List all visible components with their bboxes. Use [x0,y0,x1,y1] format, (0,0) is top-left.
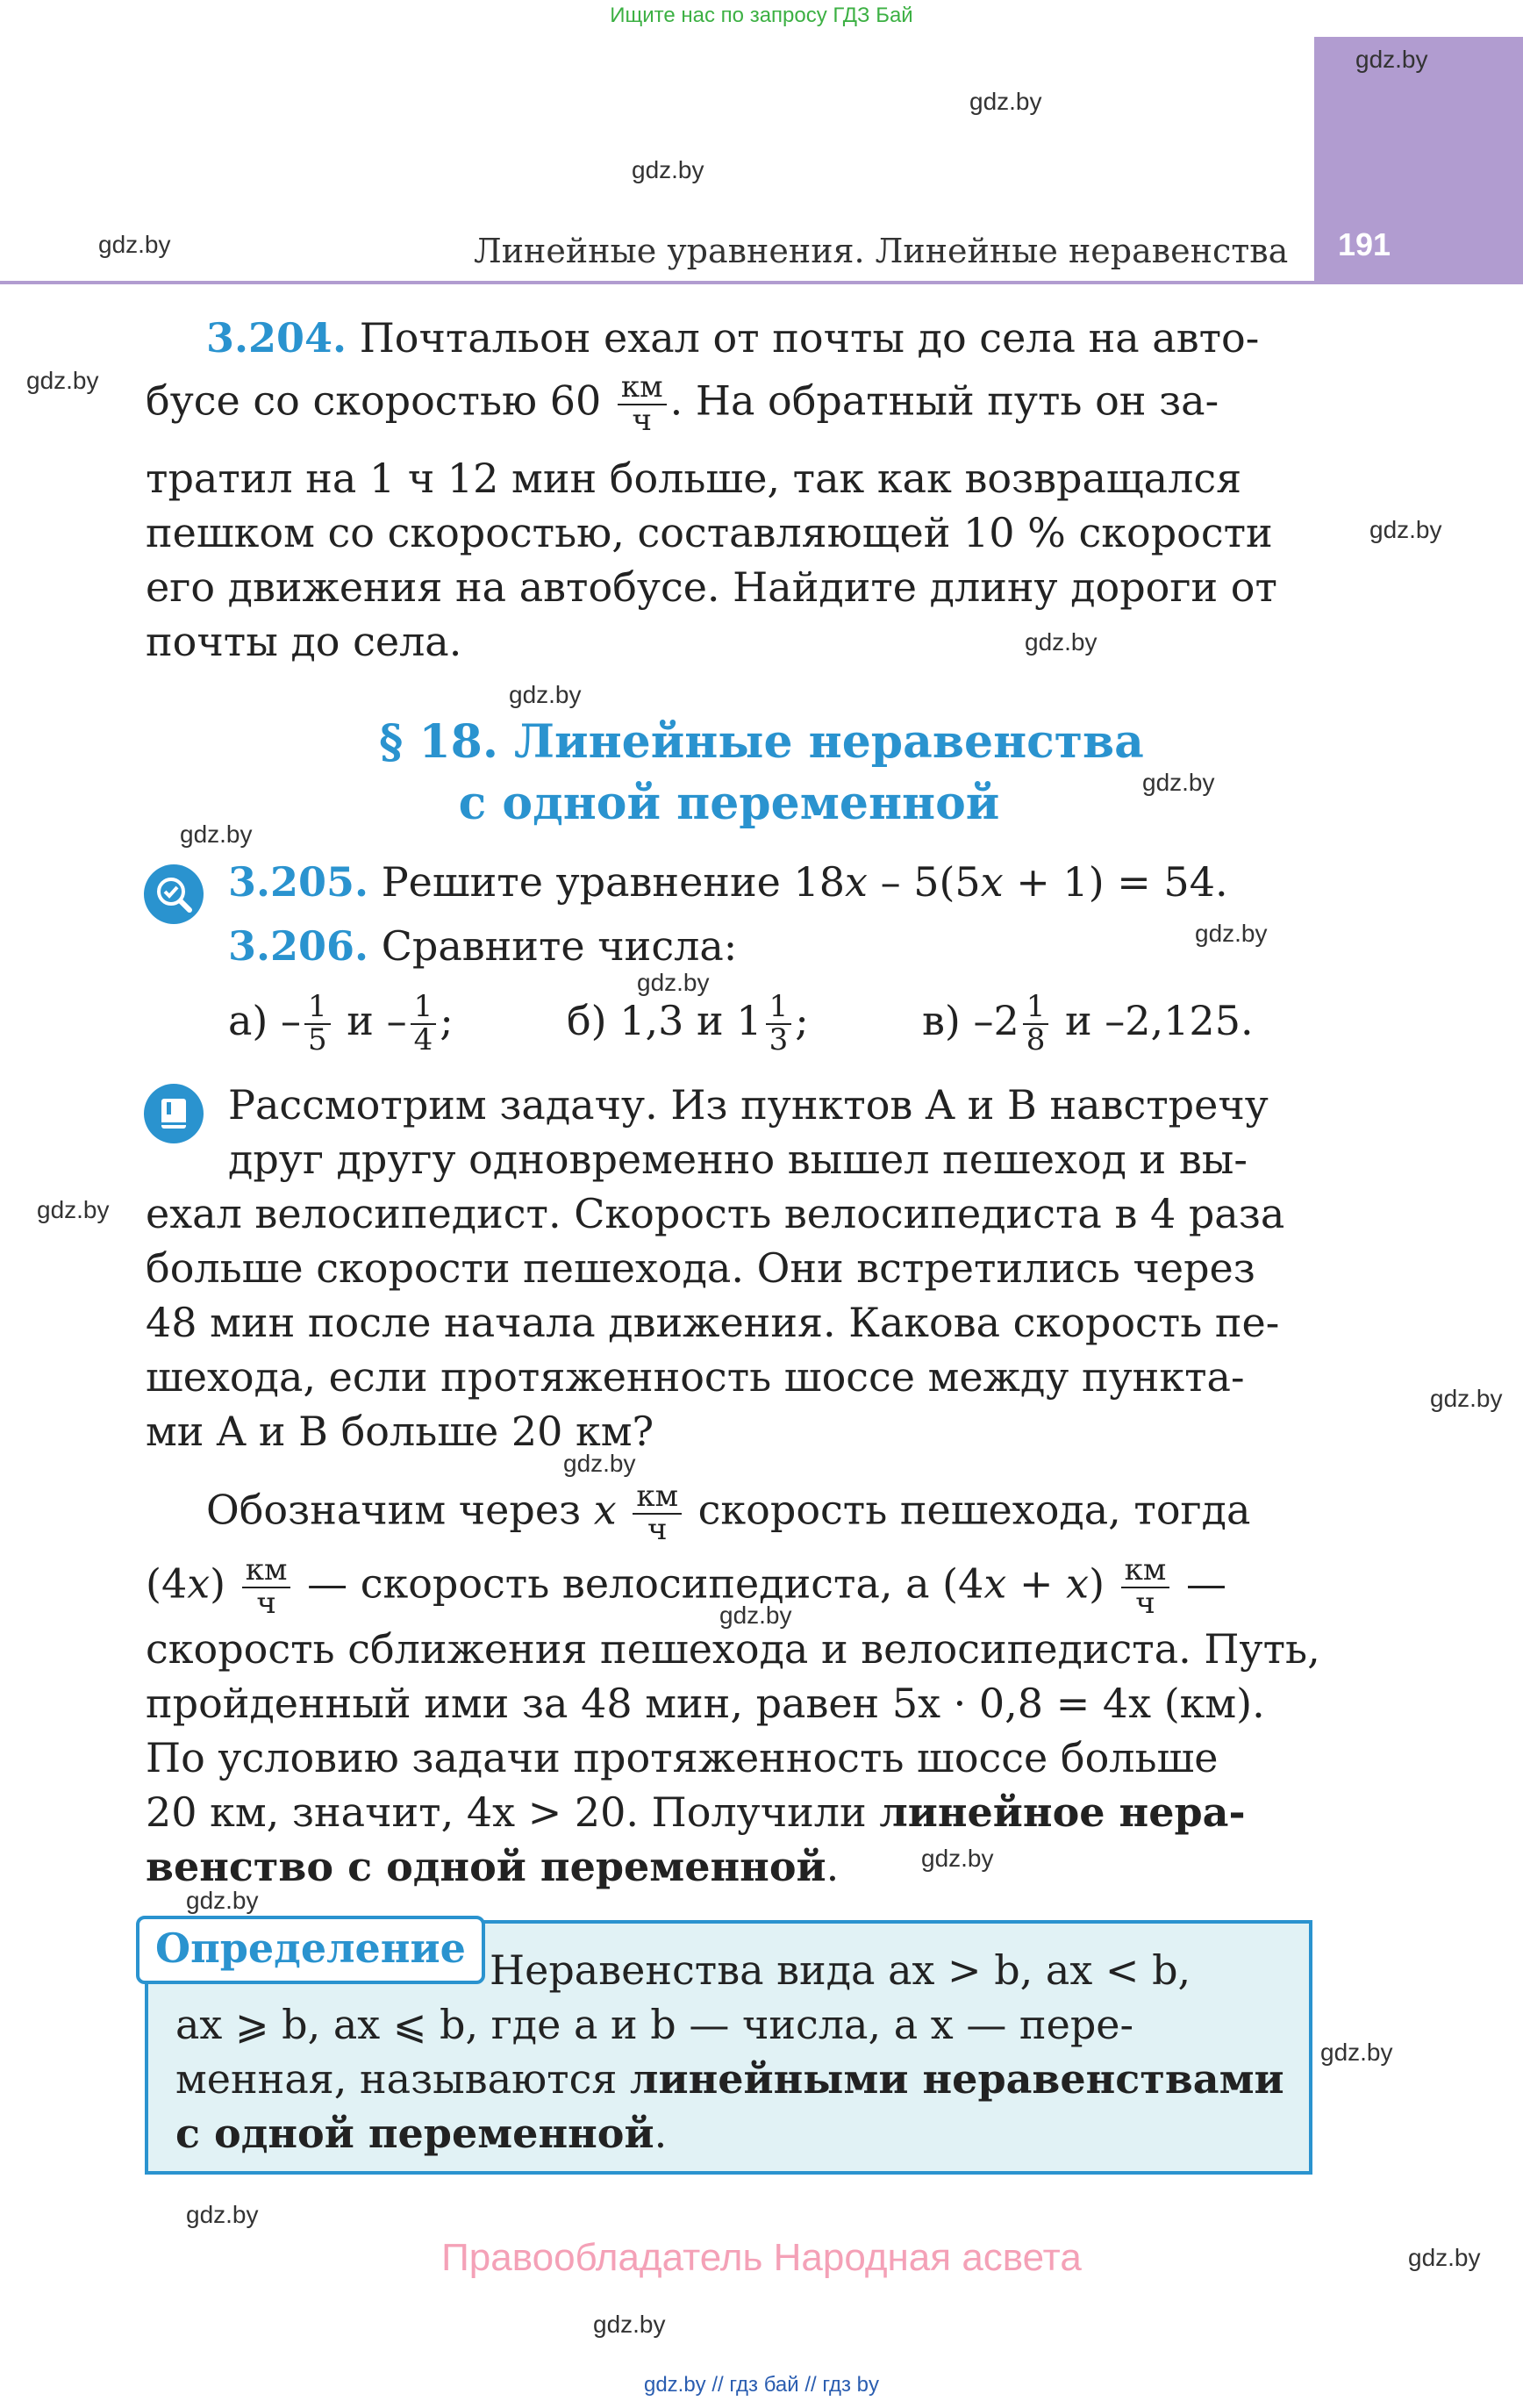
section-title-line-1: § 18. Линейные неравенства [379,715,1144,769]
page-number: 191 [1338,226,1391,262]
watermark: gdz.by [37,1196,110,1223]
solution-line-7: венство с одной переменной. [146,1843,840,1890]
p204-line-5: его движения на автобусе. Найдите длину дороги от [146,563,1277,611]
solution-line-4: пройденный ими за 48 мин, равен 5x · 0,8 = 4x (км). [146,1680,1265,1727]
term-bold: венство с одной переменной [146,1843,826,1890]
p206-line: 3.206. Сравните числа: [228,922,738,970]
copyright-notice: Правообладатель Народная асвета [441,2236,1082,2279]
watermark: gdz.by [98,231,171,258]
problem-line-6: шехода, если протяженность шоссе между пункта- [146,1353,1245,1401]
p206-items [228,989,1254,1057]
check-magnifier-icon [144,864,204,924]
p204-line-6: почты до села. [146,618,462,665]
problem-number: 3.205. [228,858,369,906]
solution-line-3: скорость сближения пешехода и велосипедиста. Путь, [146,1625,1320,1673]
problem-line-4: больше скорости пешехода. Они встретились через [146,1244,1255,1292]
item-a: а) – $\frac{1}{5}$ и – $\frac{1}{4}$ ; [228,989,454,1057]
term-bold: линейное нера- [879,1788,1246,1836]
term-bold: линейными неравенствами [630,2055,1284,2103]
solution-line-2: (4x) $\frac{км}{ч}$ — скорость велосипедиста, а (4x + x) $\frac{км}{ч}$ — [146,1552,1226,1621]
watermark: gdz.by [509,681,582,708]
watermark: gdz.by [1195,920,1268,947]
p204-line-1: 3.204. Почтальон ехал от почты до села на авто- [206,314,1260,362]
problem-line-2: друг другу одновременно вышел пешеход и вы- [228,1136,1248,1183]
watermark: gdz.by [632,156,704,183]
watermark: gdz.by [186,1887,259,1914]
p205-line: 3.205. Решите уравнение 18x – 5(5x + 1) = 54. [228,858,1228,906]
problem-number: 3.204. [206,314,347,362]
top-search-link[interactable]: Ищите нас по запросу ГДЗ Бай [610,4,913,27]
definition-line-1: Неравенства вида ax > b, ax < b, [490,1946,1191,1994]
problem-line-7: ми A и B больше 20 км? [146,1408,654,1455]
fraction-km-per-h: $\frac{км}{ч}$ [618,372,667,436]
watermark: gdz.by [26,367,99,394]
definition-line-4: с одной переменной. [175,2110,668,2157]
watermark: gdz.by [186,2201,259,2228]
running-head: Линейные уравнения. Линейные неравенства [474,232,1289,270]
watermark: gdz.by [637,969,710,996]
watermark: gdz.by [593,2311,666,2338]
solution-line-6: 20 км, значит, 4x > 20. Получили линейное нера- [146,1788,1246,1836]
problem-line-5: 48 мин после начала движения. Какова скорость пе- [146,1299,1280,1346]
definition-line-3: менная, называются линейными неравенствами [175,2055,1284,2103]
term-bold: с одной переменной [175,2110,654,2157]
footer-links[interactable]: gdz.by // гдз бай // гдз by [643,2373,880,2397]
watermark: gdz.by [921,1845,994,1872]
watermark: gdz.by [1320,2039,1393,2066]
header-rule [0,281,1523,284]
watermark: gdz.by [180,821,253,848]
solution-line-1: Обозначим через x $\frac{км}{ч}$ скорость пешехода, тогда [206,1479,1251,1547]
problem-number: 3.206. [228,922,369,970]
watermark: gdz.by [969,88,1042,115]
book-icon [144,1084,204,1143]
watermark: gdz.by [1430,1385,1503,1412]
watermark: gdz.by [719,1602,792,1629]
problem-line-1: Рассмотрим задачу. Из пунктов A и B навстречу [228,1081,1269,1129]
watermark: gdz.by [563,1450,636,1477]
watermark: gdz.by [1355,46,1428,73]
p204-line-2: бусе со скоростью 60 $\frac{км}{ч}$ . На обратный путь он за- [146,369,1219,438]
watermark: gdz.by [1408,2244,1481,2271]
watermark: gdz.by [1025,628,1098,656]
item-v: в) –2 $\frac{1}{8}$ и –2,125. [921,989,1254,1057]
p204-line-3: тратил на 1 ч 12 мин больше, так как возвращался [146,455,1242,502]
problem-line-3: ехал велосипедист. Скорость велосипедиста в 4 раза [146,1190,1285,1237]
watermark: gdz.by [1369,516,1442,543]
item-b: б) 1,3 и 1 $\frac{1}{3}$ ; [566,989,809,1057]
p204-line-4: пешком со скоростью, составляющей 10 % скорости [146,509,1273,556]
definition-label: Определение [136,1916,485,1984]
definition-line-2: ax ⩾ b, ax ⩽ b, где a и b — числа, а x — пере- [175,2001,1134,2048]
solution-line-5: По условию задачи протяженность шоссе больше [146,1734,1219,1781]
section-title-line-2: с одной переменной [458,777,1000,830]
watermark: gdz.by [1142,769,1215,796]
